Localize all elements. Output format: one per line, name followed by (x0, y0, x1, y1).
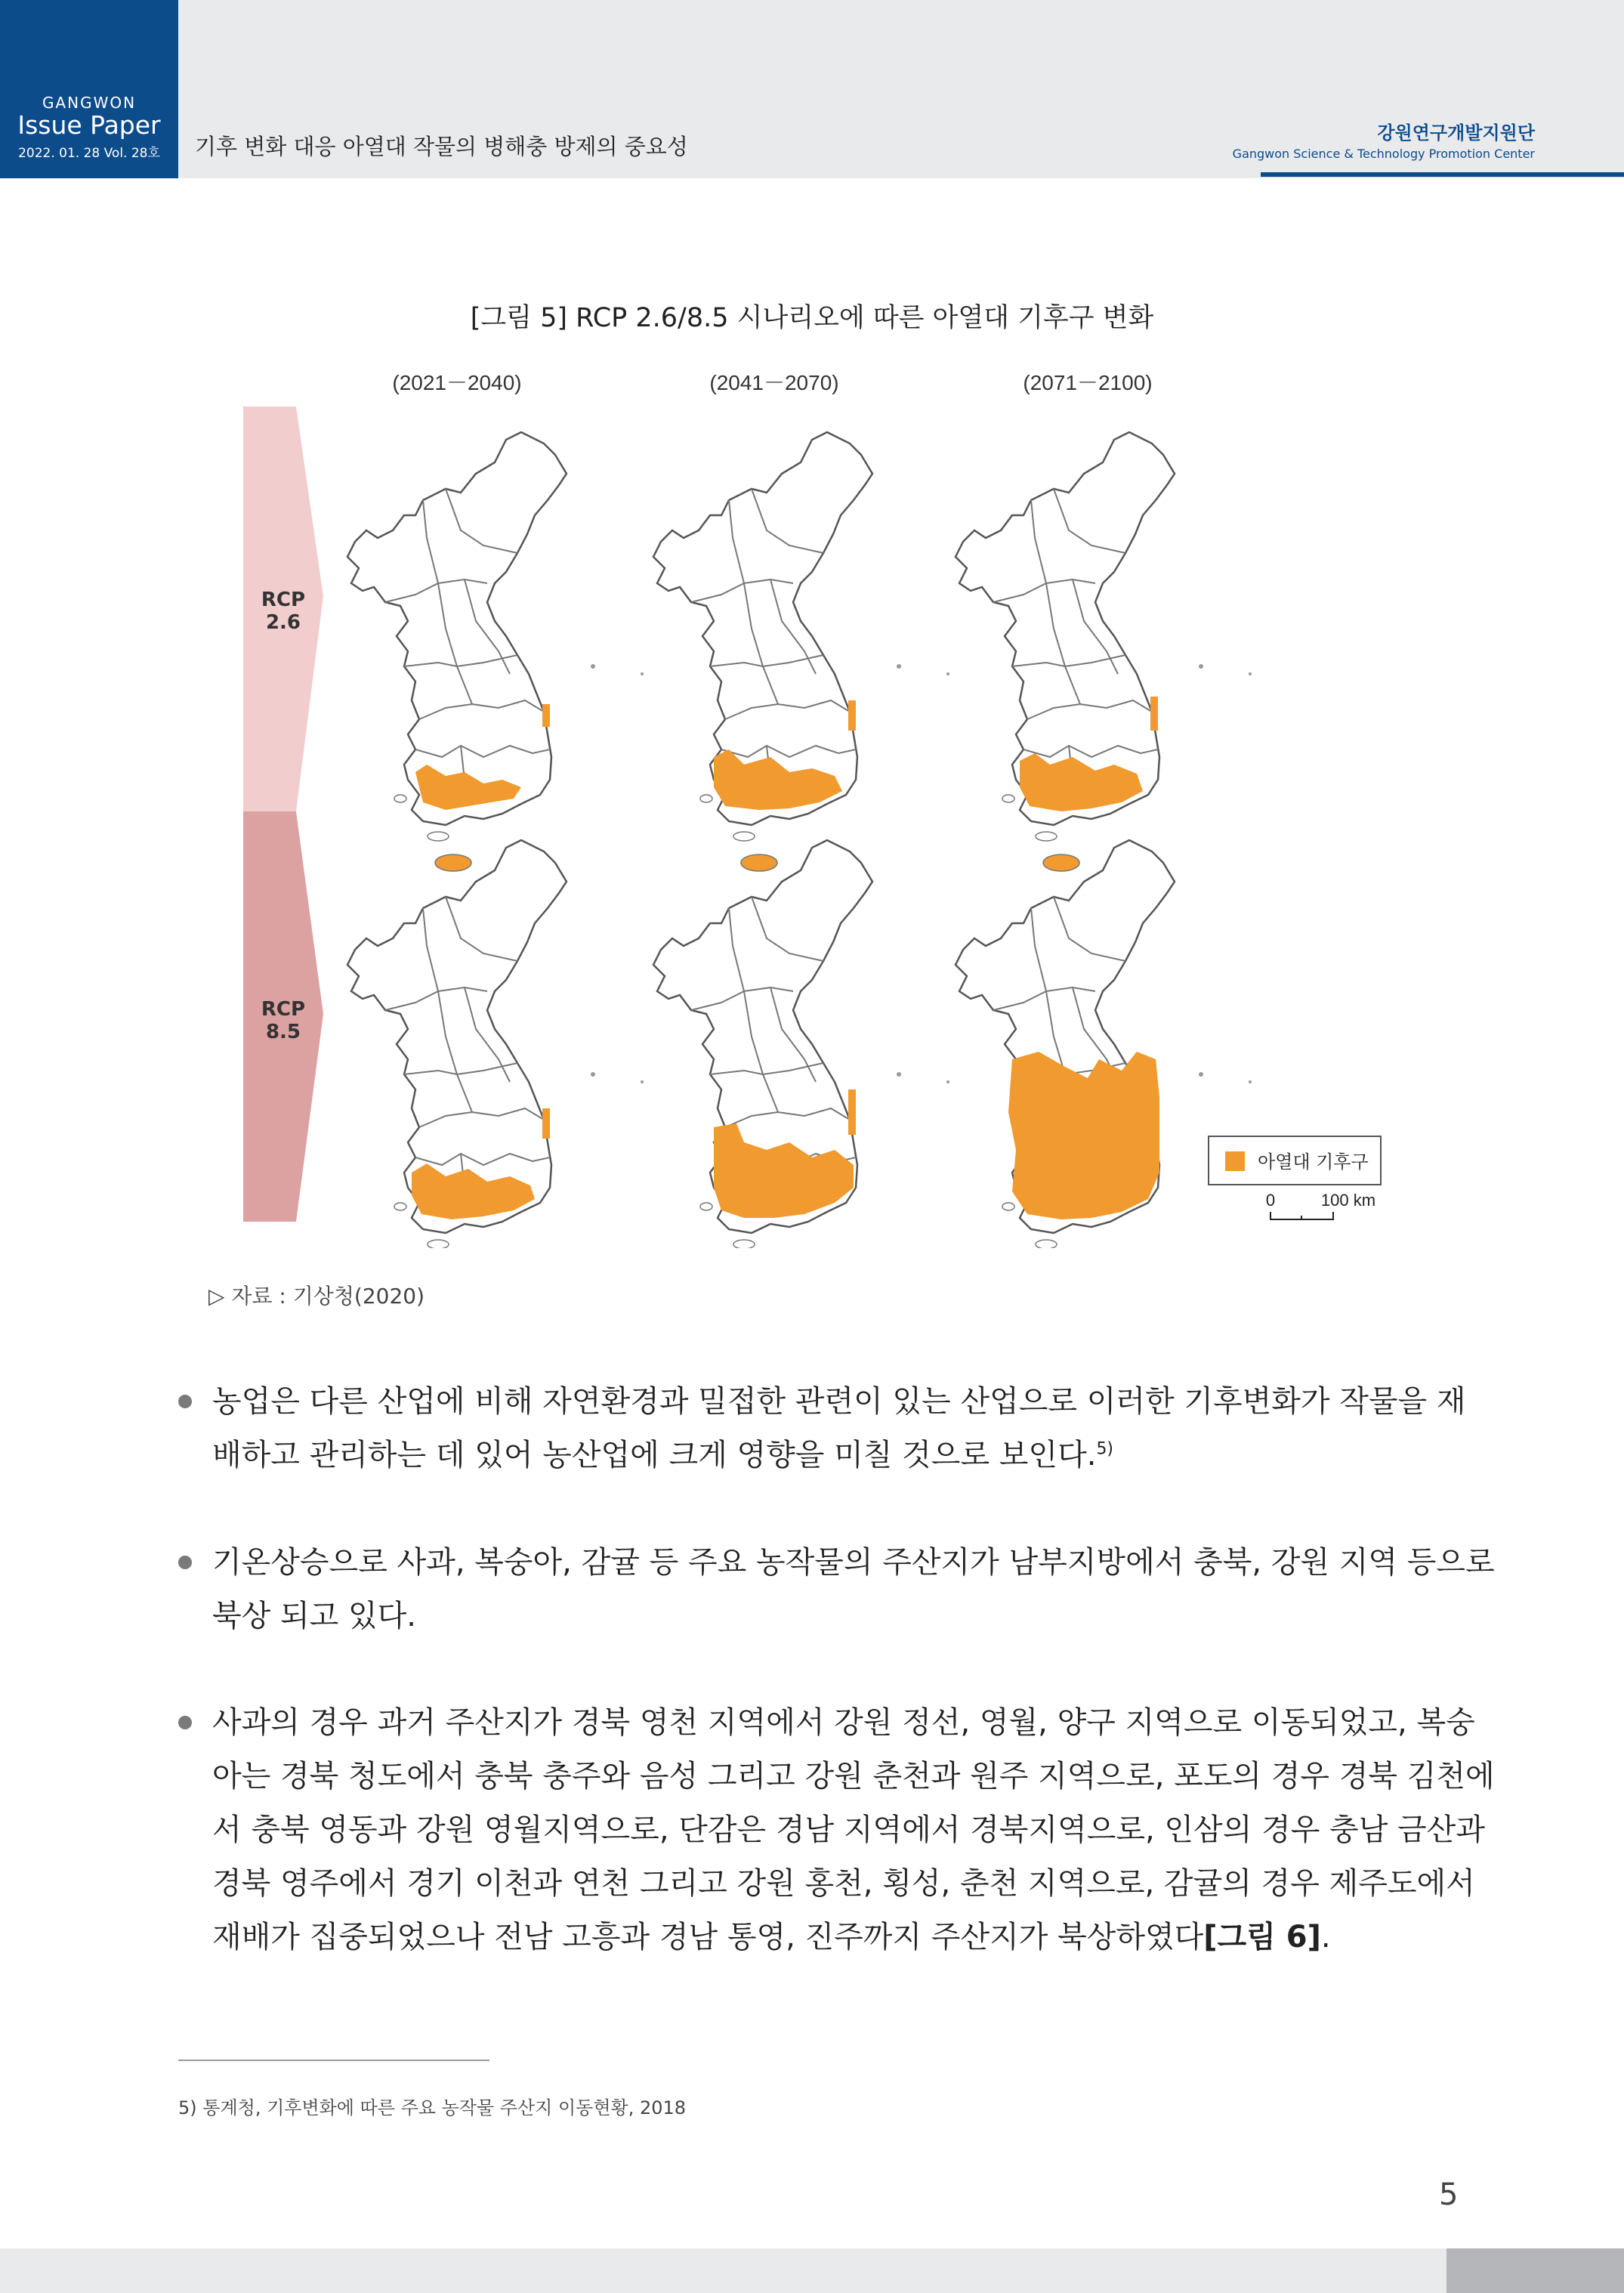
footer-bar (0, 2248, 1624, 2293)
map-rcp26-2071-2100 (956, 432, 1252, 871)
bullet-2-line-2: 북상 되고 있다. (212, 1599, 416, 1633)
jeju-island-icon (435, 854, 471, 871)
period-label-3: (2071－2100) (1023, 371, 1153, 394)
footnote-ref: 5) (1096, 1439, 1114, 1459)
period-label-1: (2021－2040) (392, 371, 522, 394)
bullet-2-line-1: 기온상승으로 사과, 복숭아, 감귤 등 주요 농작물의 주산지가 남부지방에서 충북, 강원 지역 등으로 (212, 1545, 1495, 1580)
brand-issue: 2022. 01. 28 Vol. 28호 (18, 146, 160, 161)
rcp85-label-line2: 8.5 (265, 1021, 301, 1043)
footnote-divider (178, 2060, 489, 2061)
org-underline (1261, 172, 1624, 177)
bullet-1-line-1: 농업은 다른 산업에 비해 자연환경과 밀접한 관련이 있는 산업으로 이러한 기후변화가 작물을 재 (212, 1384, 1466, 1419)
bullet-dot (178, 1716, 192, 1729)
rcp26-label-line2: 2.6 (265, 611, 301, 634)
brand-name: Issue Paper (17, 110, 161, 140)
map-legend (1209, 1136, 1381, 1185)
rcp85-label-line1: RCP (261, 998, 306, 1021)
bullet-3-line-1: 사과의 경우 과거 주산지가 경북 영천 지역에서 강원 정선, 영월, 양구 지역으로 이동되었고, 복숭 (212, 1705, 1475, 1740)
org-name-english: Gangwon Science & Technology Promotion Center (1232, 147, 1535, 161)
footer-tab (1446, 2248, 1624, 2293)
map-rcp85-2041-2070 (653, 840, 949, 1248)
scale-bar (1266, 1191, 1375, 1219)
figure-source: ▷ 자료 : 기상청(2020) (208, 1284, 425, 1309)
header-title: 기후 변화 대응 아열대 작물의 병해충 방제의 중요성 (195, 134, 688, 159)
jeju-island-icon (741, 854, 777, 871)
jeju-island-icon (1043, 854, 1079, 871)
bullet-dot (178, 1395, 192, 1408)
footnote-text: 5) 통계청, 기후변화에 따른 주요 농작물 주산지 이동현황, 2018 (178, 2097, 687, 2118)
bullet-3-line-3: 서 충북 영동과 강원 영월지역으로, 단감은 경남 지역에서 경북지역으로, 인삼의 경우 충남 금산과 (212, 1812, 1485, 1847)
map-rcp26-2041-2070 (653, 432, 949, 871)
period-label-2: (2041－2070) (709, 371, 839, 394)
bullet-3-line-5-text: 재배가 집중되었으나 전남 고흥과 경남 통영, 진주까지 주산지가 북상하였다 (212, 1920, 1204, 1955)
figure-6-reference: [그림 6] (1203, 1920, 1321, 1955)
bullet-dot (178, 1556, 192, 1569)
bullet-3-line-4: 경북 영주에서 경기 이천과 연천 그리고 강원 홍천, 횡성, 춘천 지역으로, 감귤의 경우 제주도에서 (212, 1866, 1475, 1901)
map-rcp85-2071-2100 (956, 840, 1252, 1248)
bullet-3-line-5 (212, 1911, 1331, 1964)
brand-top: GANGWON (42, 94, 137, 112)
scale-distance: 100 km (1320, 1191, 1376, 1210)
page-number: 5 (1439, 2177, 1459, 2212)
korea-map-icon (347, 432, 644, 841)
map-rcp26-2021-2040 (347, 432, 644, 871)
map-rcp85-2021-2040 (347, 840, 644, 1248)
rcp26-label-line1: RCP (261, 589, 306, 611)
org-name-korean: 강원연구개발지원단 (1377, 122, 1535, 144)
legend-label: 아열대 기후구 (1258, 1151, 1369, 1173)
climate-zone-figure (227, 364, 1397, 1248)
issue-paper-logo (0, 0, 178, 178)
bullet-3-line-2: 아는 경북 청도에서 충북 충주와 음성 그리고 강원 춘천과 원주 지역으로, 포도의 경우 경북 김천에 (212, 1759, 1495, 1794)
figure-caption: [그림 5] RCP 2.6/8.5 시나리오에 따른 아열대 기후구 변화 (470, 303, 1154, 333)
bullet-3-end: . (1320, 1920, 1331, 1955)
legend-swatch (1225, 1151, 1245, 1171)
bullet-1-line-2-text: 배하고 관리하는 데 있어 농산업에 크게 영향을 미칠 것으로 보인다. (212, 1438, 1097, 1473)
bullet-1-line-2 (212, 1429, 1113, 1482)
scale-zero: 0 (1265, 1191, 1276, 1210)
